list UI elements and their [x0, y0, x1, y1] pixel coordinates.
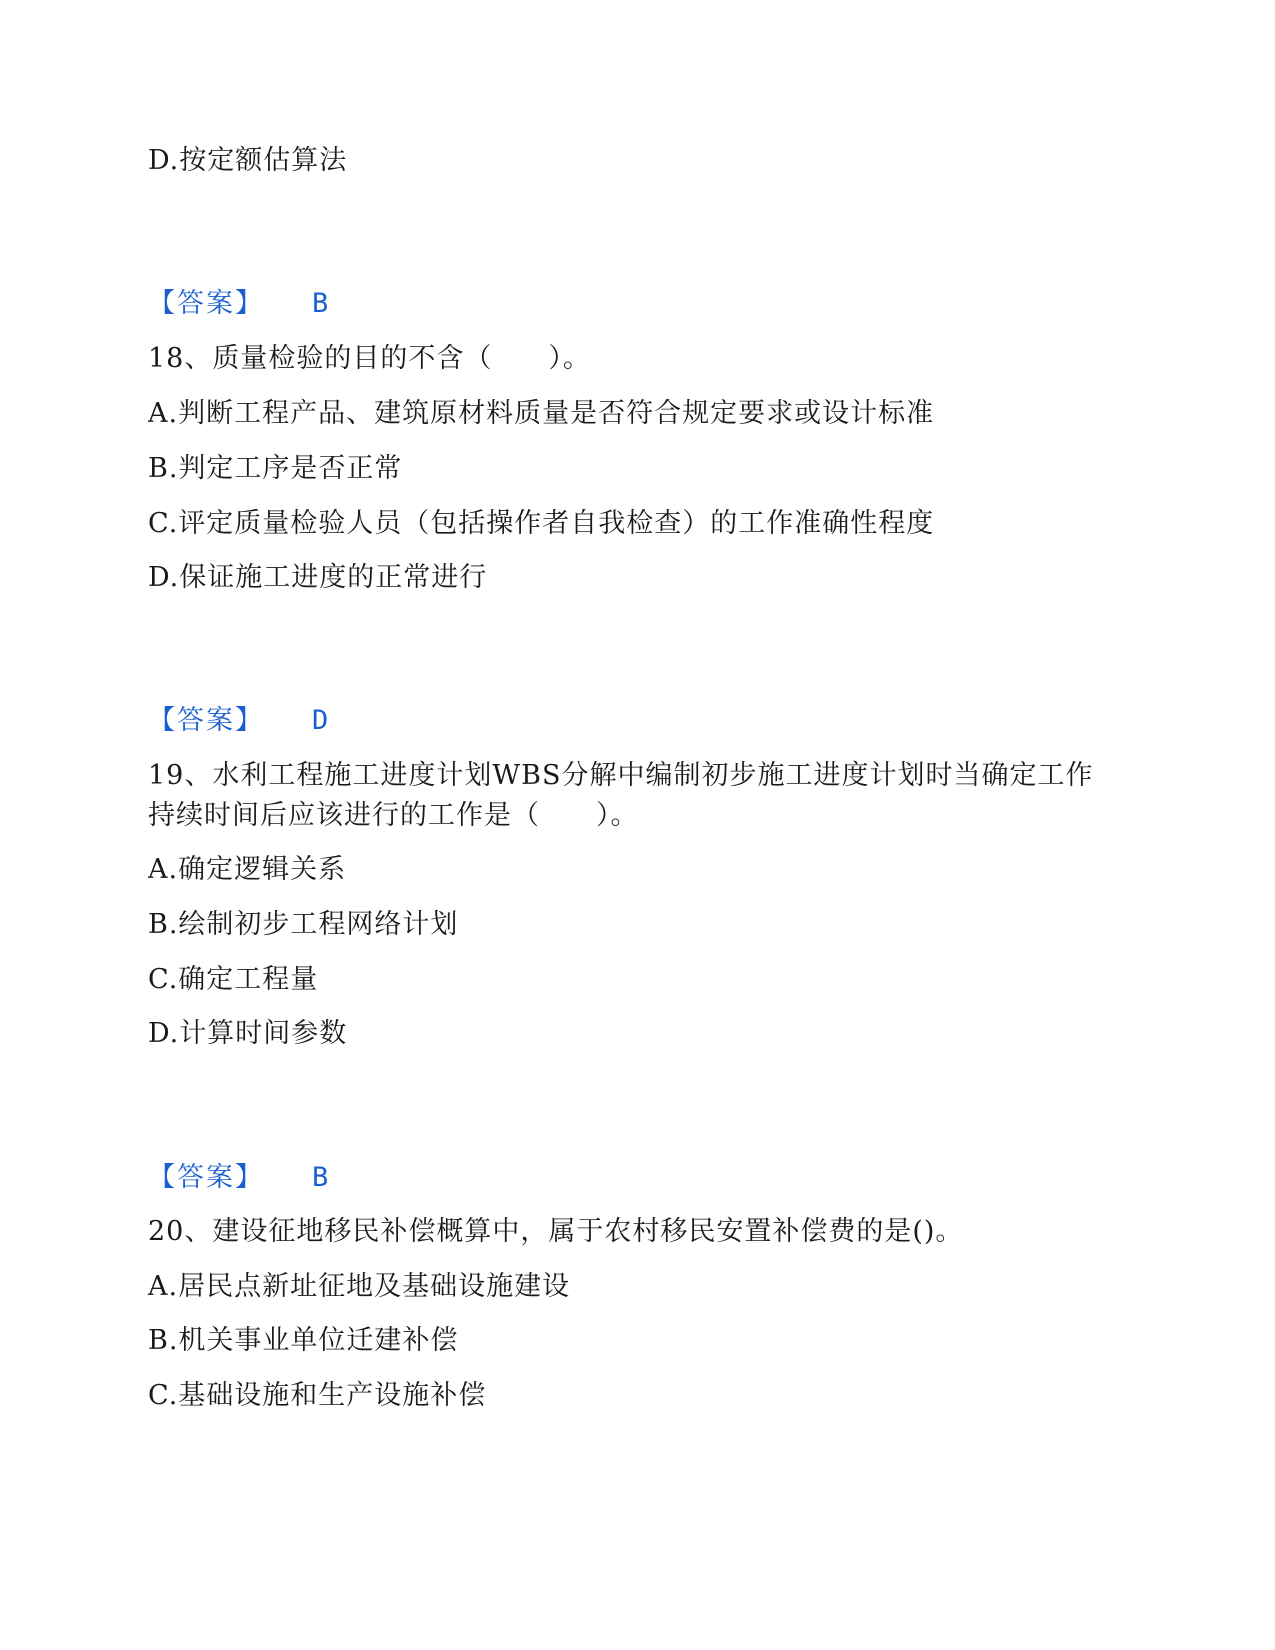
answer-tag: 【答案】: [148, 705, 264, 736]
q19-option-d: D.计算时间参数: [148, 1018, 348, 1049]
answer-18: [148, 703, 328, 739]
answer-tag: 【答案】: [148, 1162, 264, 1193]
answer-17: [148, 286, 328, 322]
q18-option-b: B.判定工序是否正常: [148, 453, 403, 484]
q20-stem: 20、建设征地移民补偿概算中，属于农村移民安置补偿费的是()。: [148, 1216, 964, 1247]
answer-19: [148, 1160, 328, 1196]
q19-option-b: B.绘制初步工程网络计划: [148, 909, 459, 940]
q20-option-c: C.基础设施和生产设施补偿: [148, 1380, 487, 1411]
q18-stem: 18、质量检验的目的不含（ ）。: [148, 343, 591, 374]
q19-option-a: A.确定逻辑关系: [148, 854, 347, 885]
q19-option-c: C.确定工程量: [148, 964, 319, 995]
q20-option-b: B.机关事业单位迁建补偿: [148, 1325, 459, 1356]
answer-value: B: [312, 1162, 329, 1193]
q19-stem-line1: 19、水利工程施工进度计划WBS分解中编制初步施工进度计划时当确定工作: [148, 760, 1094, 791]
answer-value: B: [312, 288, 329, 319]
q19-stem-line2: 持续时间后应该进行的工作是（ ）。: [148, 800, 639, 831]
q20-option-a: A.居民点新址征地及基础设施建设: [148, 1271, 571, 1302]
answer-value: D: [312, 705, 329, 736]
q18-option-a: A.判断工程产品、建筑原材料质量是否符合规定要求或设计标准: [148, 398, 935, 429]
answer-tag: 【答案】: [148, 288, 264, 319]
q18-option-d: D.保证施工进度的正常进行: [148, 562, 488, 593]
q18-option-c: C.评定质量检验人员（包括操作者自我检查）的工作准确性程度: [148, 508, 935, 539]
prev-option-d: D.按定额估算法: [148, 145, 348, 176]
